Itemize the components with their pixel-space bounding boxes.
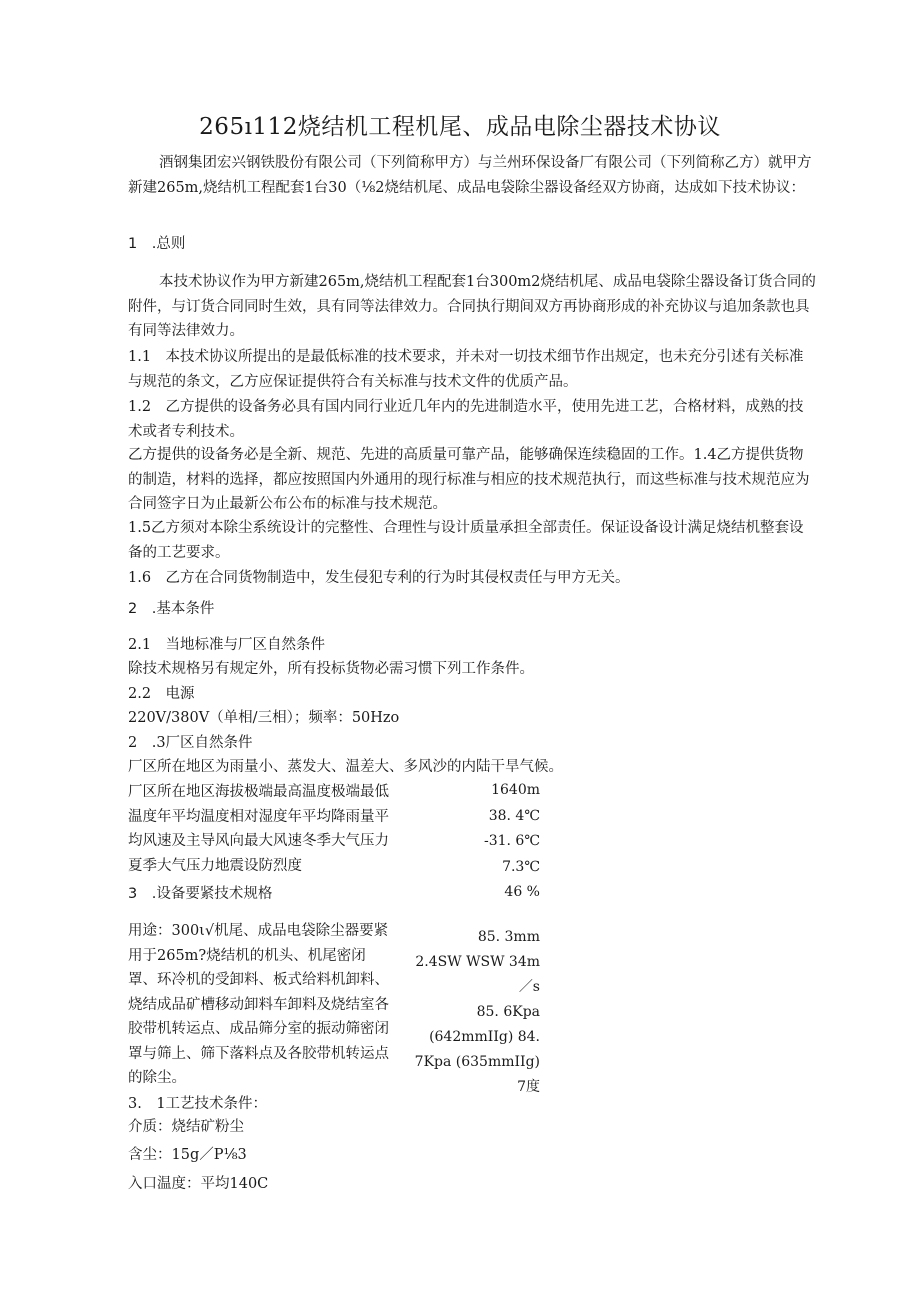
clause-1-3: 乙方提供的设备务必是全新、规范、先进的高质量可靠产品，能够确保连续稳固的工作。1.4乙方提供货物的制造，材料的选择，都应按照国内外通用的现行标准与相应的技术规范执行，而这些标准与技术规范应为合同签字日为止最新公布公布的标准与技术规范。 [128, 447, 810, 512]
value-rainfall: 85. 3mm [477, 929, 540, 945]
value-winter-pressure-mm: (642mmIIg) 84. [429, 1029, 540, 1045]
clause-1-6: 1.6 乙方在合同货物制造中，发生侵犯专利的行为时其侵权责任与甲方无关。 [128, 570, 630, 586]
conditions-text: 厂区所在地区海拔极端最高温度极端最低温度年平均温度相对湿度年平均降雨量平均风速及主导风向最大风速冬季大气压力夏季大气压力地震设防烈度 [128, 784, 389, 874]
intro-paragraph: 酒钢集团宏兴钢铁股份有限公司（下列简称甲方）与兰州环保设备厂有限公司（下列简称乙方）就甲方新建265m,烧结机工程配套1台30（⅛2烧结机尾、成品电袋除尘器设备经双方协商，达成如下技术协议： [128, 155, 812, 196]
conditions-values [390, 778, 540, 906]
clause-3-1: 3. 1工艺技术条件： [128, 1096, 268, 1112]
section-1-heading: 1 .总则 [128, 236, 186, 252]
clause-2-1-text: 除技术规格另有规定外，所有投标货物必需习惯下列工作条件。 [128, 661, 534, 677]
clause-2-1: 2.1 当地标准与厂区自然条件 [128, 637, 326, 653]
value-min-temp: -31. 6℃ [483, 833, 540, 849]
value-seismic: 7度 [517, 1079, 540, 1095]
value-altitude: 1640m [491, 782, 540, 798]
value-winter-pressure: 85. 6Kpa [476, 1004, 540, 1020]
section-3-use: 用途：300ι√机尾、成品电袋除尘器要紧用于265m?烧结机的机头、机尾密闭罩、环冷机的受卸料、板式给料机卸料、烧结成品矿槽移动卸料车卸料及烧结室各胶带机转运点、成品筛分室的振动筛密闭罩与筛上、筛下落料点及各胶带机转运点的除尘。 [128, 923, 389, 1086]
dust-line: 含尘：15g／P⅛3 [128, 1147, 247, 1163]
value-avg-temp: 7.3℃ [502, 858, 540, 875]
inlet-temp-line: 入口温度：平均140C [128, 1176, 269, 1192]
conditions-values-continued [410, 925, 540, 1100]
clause-1-1: 1.1 本技术协议所提出的是最低标准的技术要求，并未对一切技术细节作出规定，也未充分引述有关标准与规范的条文，乙方应保证提供符合有关标准与技术文件的优质产品。 [128, 349, 804, 390]
clause-2-2: 2.2 电源 [128, 686, 195, 702]
value-summer-pressure: 7Kpa (635mmIIg) [414, 1054, 540, 1070]
document-title: 265ı112烧结机工程机尾、成品电除尘器技术协议 [199, 114, 721, 140]
clause-2-3-text: 厂区所在地区为雨量小、蒸发大、温差大、多风沙的内陆干旱气候。 [128, 759, 563, 775]
clause-2-3: 2 .3厂区自然条件 [128, 735, 253, 751]
value-humidity: 46 % [504, 884, 540, 900]
clause-1-2: 1.2 乙方提供的设备务必具有国内同行业近几年内的先进制造水平，使用先进工艺，合格材料，成熟的技术或者专利技术。 [128, 399, 804, 440]
section-1-paragraph: 本技术协议作为甲方新建265m,烧结机工程配套1台300m2烧结机尾、成品电袋除尘器设备订货合同的附件，与订货合同同时生效，具有同等法律效力。合同执行期间双方再协商形成的补充协议与追加条款也具有同等法律效力。 [128, 274, 816, 339]
clause-1-5: 1.5乙方须对本除尘系统设计的完整性、合理性与设计质量承担全部责任。保证设备设计满足烧结机整套设备的工艺要求。 [128, 520, 804, 561]
medium-line: 介质：烧结矿粉尘 [128, 1119, 244, 1135]
section-2-heading: 2 .基本条件 [128, 601, 215, 617]
clause-2-2-text: 220V/380V（单相/三相）；频率：50Hzo [128, 710, 400, 726]
value-wind: 2.4SW WSW 34m／s [415, 954, 540, 995]
section-3-heading: 3 .设备要紧技术规格 [128, 886, 273, 902]
value-max-temp: 38. 4℃ [488, 807, 540, 824]
